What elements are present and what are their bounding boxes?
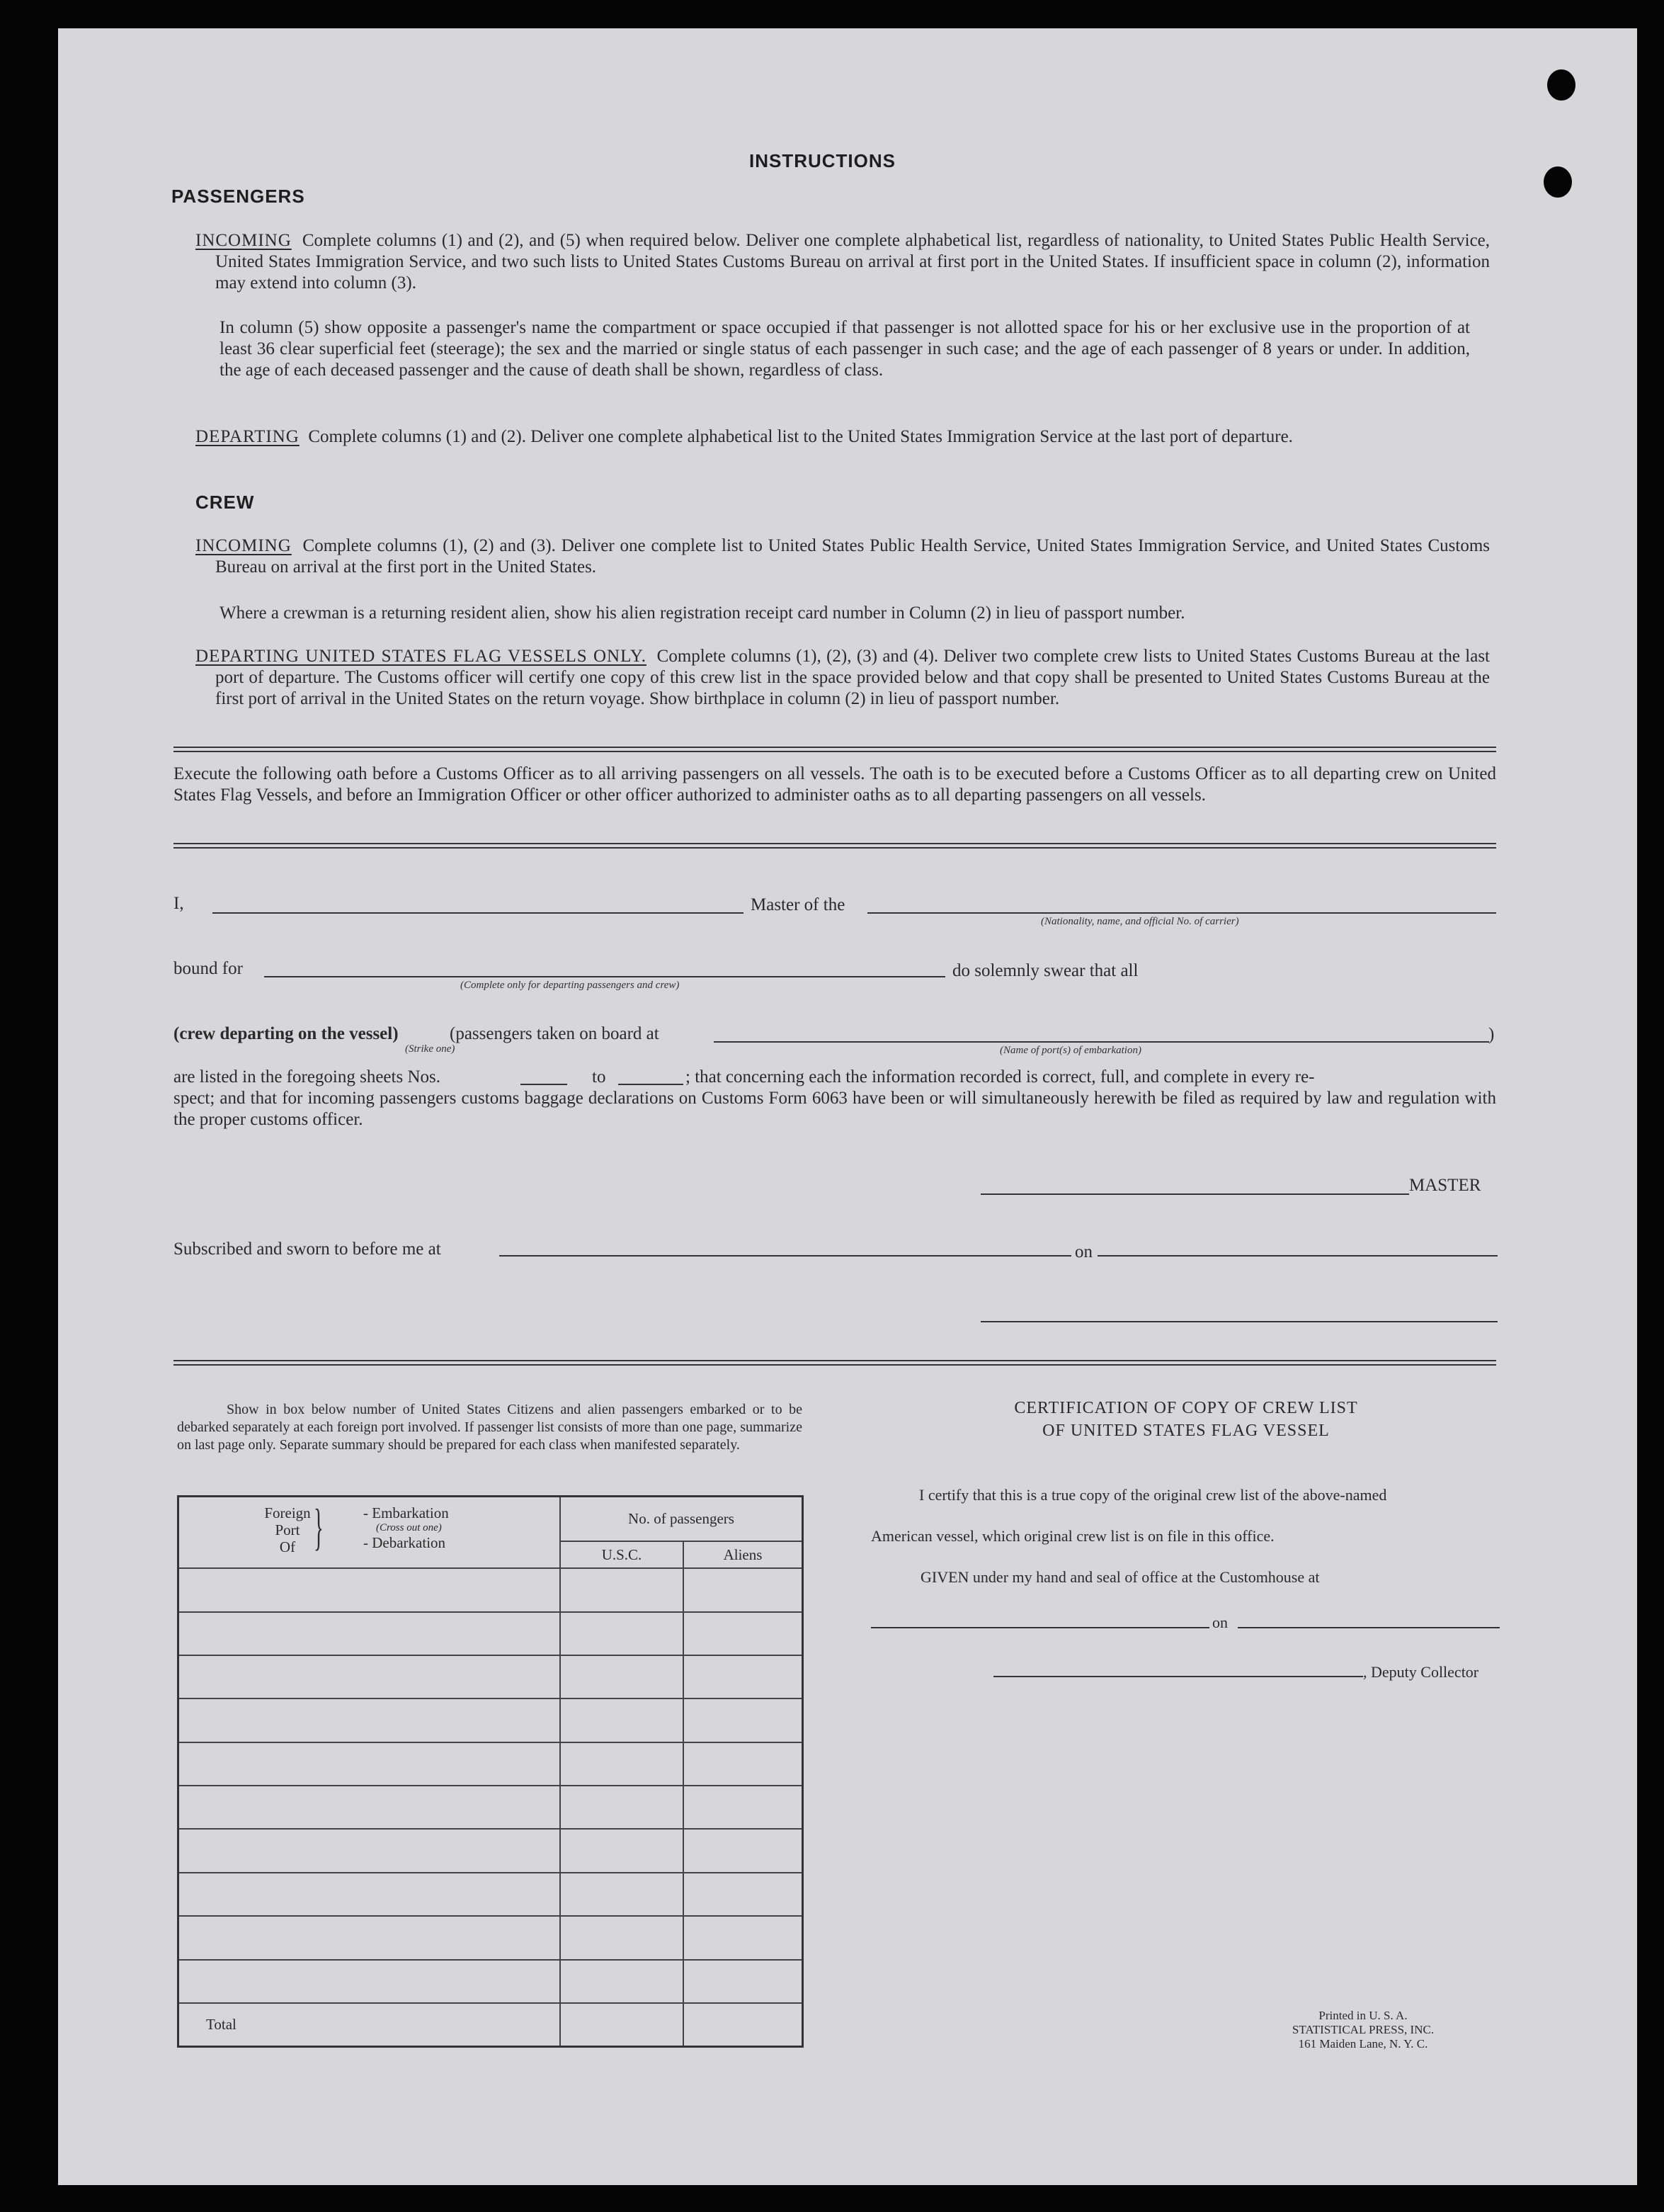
carrier-field[interactable] <box>867 912 1496 914</box>
master-of-label: Master of the <box>751 895 845 914</box>
given-text: GIVEN under my hand and seal of office at the Customhouse at <box>921 1568 1320 1586</box>
listed-rest: spect; and that for incoming passengers customs baggage declarations on Customs Form 6063 have been or will simultaneously herewith be filed as required by law and regulation with the proper customs officer. <box>173 1089 1496 1129</box>
aliens-cell[interactable] <box>683 1698 803 1742</box>
incoming-text: Complete columns (1) and (2), and (5) when required below. Deliver one complete alphabetical list, regardless of nationality, to United States Public Health Service, United States Immigration Service, and two such lists to United States Customs Bureau on arrival at first port in the United States. If insufficient space in column (2), information may extend into column (3). <box>215 231 1491 293</box>
cross-out-caption: (Cross out one) <box>376 1522 442 1533</box>
departing-text: Complete columns (1) and (2). Deliver one complete alphabetical list to the United States Immigration Service at the last port of departure. <box>308 427 1293 446</box>
divider <box>173 843 1496 844</box>
listed-suffix: ; that concerning each the information recorded is correct, full, and complete in every re- <box>685 1067 1315 1087</box>
passengers-incoming-paragraph <box>195 230 1490 294</box>
officer-signature-field[interactable] <box>981 1321 1498 1322</box>
crew-incoming-label: INCOMING <box>195 536 292 555</box>
ports-caption: (Name of port(s) of embarkation) <box>1000 1045 1141 1056</box>
certification-date-field[interactable] <box>1238 1627 1500 1628</box>
usc-cell[interactable] <box>560 1916 683 1959</box>
aliens-cell[interactable] <box>683 1655 803 1698</box>
to-word: to <box>592 1067 606 1087</box>
port-cell[interactable] <box>178 1873 561 1916</box>
port-label: Port <box>275 1521 300 1538</box>
aliens-cell[interactable] <box>683 1612 803 1655</box>
instructions-title: INSTRUCTIONS <box>749 150 896 171</box>
port-cell[interactable] <box>178 1742 561 1786</box>
summary-instructions: Show in box below number of United States Citizens and alien passengers embarked or to be debarked separately at each foreign port involved. If passenger list consists of more than one page, summarize on last page only. Separate summary should be prepared for each class when manifested separately. <box>177 1402 802 1453</box>
certify-line1: I certify that this is a true copy of the original crew list of the above-named <box>919 1486 1387 1504</box>
brace-icon: } <box>314 1499 324 1555</box>
usc-total-cell[interactable] <box>560 2003 683 2046</box>
debarkation-option[interactable]: - Debarkation <box>363 1534 446 1551</box>
solemnly-swear-text: do solemnly swear that all <box>952 961 1139 980</box>
aliens-cell[interactable] <box>683 1786 803 1829</box>
aliens-cell[interactable] <box>683 1568 803 1611</box>
usc-header: U.S.C. <box>560 1541 683 1568</box>
usc-cell[interactable] <box>560 1873 683 1916</box>
master-name-field[interactable] <box>212 912 743 914</box>
divider <box>173 751 1496 752</box>
divider <box>173 1360 1496 1361</box>
aliens-cell[interactable] <box>683 1829 803 1872</box>
usc-cell[interactable] <box>560 1742 683 1786</box>
passengers-taken-option[interactable]: (passengers taken on board at <box>450 1024 659 1043</box>
usc-cell[interactable] <box>560 1698 683 1742</box>
aliens-cell[interactable] <box>683 1873 803 1916</box>
port-cell[interactable] <box>178 1568 561 1611</box>
port-cell[interactable] <box>178 1655 561 1698</box>
passenger-summary-table <box>177 1495 804 2048</box>
certification-on-word: on <box>1212 1613 1228 1631</box>
sheet-from-field[interactable] <box>520 1084 567 1085</box>
sworn-date-field[interactable] <box>1098 1255 1498 1257</box>
usc-cell[interactable] <box>560 1786 683 1829</box>
no-of-passengers-header: No. of passengers <box>560 1497 803 1541</box>
printer-line1: Printed in U. S. A. <box>1318 2009 1408 2022</box>
printer-line3: 161 Maiden Lane, N. Y. C. <box>1298 2037 1428 2051</box>
certify-line2: American vessel, which original crew list is on file in this office. <box>871 1527 1275 1545</box>
oath-i-label: I, <box>173 894 184 913</box>
nationality-caption: (Nationality, name, and official No. of carrier) <box>1041 916 1239 927</box>
bound-for-label: bound for <box>173 959 243 978</box>
aliens-total-cell[interactable] <box>683 2003 803 2046</box>
departing-flag-paragraph <box>195 646 1490 710</box>
crewman-paragraph: Where a crewman is a returning resident alien, show his alien registration receipt card number in Column (2) in lieu of passport number. <box>220 603 1185 623</box>
port-cell[interactable] <box>178 1960 561 2003</box>
sworn-place-field[interactable] <box>499 1255 1071 1257</box>
listed-prefix: are listed in the foregoing sheets Nos. <box>173 1067 440 1087</box>
close-paren: ) <box>1488 1025 1495 1044</box>
aliens-cell[interactable] <box>683 1916 803 1959</box>
usc-cell[interactable] <box>560 1829 683 1872</box>
sheet-to-field[interactable] <box>618 1084 683 1085</box>
incoming-label: INCOMING <box>195 231 292 250</box>
crew-incoming-text: Complete columns (1), (2) and (3). Deliver one complete list to United States Public Health Service, United States Immigration Service, and United States Customs Bureau on arrival at the first port in the United States. <box>215 536 1491 577</box>
port-cell[interactable] <box>178 1786 561 1829</box>
master-signature-field[interactable] <box>981 1193 1409 1195</box>
divider <box>173 847 1496 849</box>
departing-caption: (Complete only for departing passengers and crew) <box>460 980 680 991</box>
subscribed-label: Subscribed and sworn to before me at <box>173 1240 441 1259</box>
aliens-cell[interactable] <box>683 1960 803 2003</box>
crew-heading: CREW <box>195 492 255 513</box>
foreign-port-header <box>178 1497 561 1569</box>
of-label: Of <box>279 1538 296 1555</box>
embarkation-ports-field[interactable] <box>714 1041 1489 1043</box>
divider <box>173 1364 1496 1366</box>
certification-title <box>921 1397 1452 1442</box>
port-cell[interactable] <box>178 1829 561 1872</box>
deputy-collector-label: , Deputy Collector <box>1363 1663 1479 1681</box>
passengers-departing-paragraph <box>195 426 1490 448</box>
certification-title-line2: OF UNITED STATES FLAG VESSEL <box>1042 1422 1330 1440</box>
aliens-cell[interactable] <box>683 1742 803 1786</box>
punch-hole <box>1544 166 1572 198</box>
strike-one-caption: (Strike one) <box>405 1043 455 1055</box>
embarkation-option[interactable]: - Embarkation <box>363 1504 449 1521</box>
usc-cell[interactable] <box>560 1655 683 1698</box>
departing-label: DEPARTING <box>195 427 300 446</box>
foreign-label: Foreign <box>264 1504 311 1521</box>
crew-departing-option[interactable]: (crew departing on the vessel) <box>173 1024 399 1043</box>
customhouse-field[interactable] <box>871 1627 1209 1628</box>
usc-cell[interactable] <box>560 1568 683 1611</box>
port-cell[interactable] <box>178 1698 561 1742</box>
passengers-heading: PASSENGERS <box>171 186 305 207</box>
printer-imprint <box>1275 2009 1452 2051</box>
usc-cell[interactable] <box>560 1960 683 2003</box>
printer-line2: STATISTICAL PRESS, INC. <box>1292 2023 1435 2036</box>
departing-flag-label: DEPARTING UNITED STATES FLAG VESSELS ONLY. <box>195 647 646 666</box>
total-label: Total <box>178 2003 561 2046</box>
divider <box>173 747 1496 748</box>
deputy-collector-signature-field[interactable] <box>993 1676 1363 1677</box>
aliens-header: Aliens <box>683 1541 803 1568</box>
bound-for-field[interactable] <box>264 976 945 977</box>
sworn-on-word: on <box>1075 1242 1093 1261</box>
punch-hole <box>1547 69 1575 101</box>
crew-incoming-paragraph <box>195 535 1490 578</box>
certification-title-line1: CERTIFICATION OF COPY OF CREW LIST <box>1014 1399 1358 1417</box>
master-signature-label: MASTER <box>1409 1176 1481 1195</box>
departing-flag-text: Complete columns (1), (2), (3) and (4). Deliver two complete crew lists to United States Customs Bureau at the last port of departure. The Customs officer will certify one copy of this crew list in the space provided below and that copy shall be presented to United States Customs Bureau at the first port of arrival in the United States on the return voyage. Show birthplace in column (2) in lieu of passport number. <box>215 647 1490 708</box>
port-cell[interactable] <box>178 1916 561 1959</box>
column5-paragraph: In column (5) show opposite a passenger's name the compartment or space occupied if that passenger is not allotted space for his or her exclusive use in the proportion of at least 36 clear superficial feet (steerage); the sex and the married or single status of each passenger in such case; and the age of each passenger of 8 years or under. In addition, the age of each deceased passenger and the cause of death shall be shown, regardless of class. <box>220 318 1470 380</box>
usc-cell[interactable] <box>560 1612 683 1655</box>
port-cell[interactable] <box>178 1612 561 1655</box>
oath-intro: Execute the following oath before a Customs Officer as to all arriving passengers on all vessels. The oath is to be executed before a Customs Officer as to all departing crew on United States Flag Vessels, and before an Immigration Officer or other officer authorized to administer oaths as to all departing passengers on all vessels. <box>173 764 1496 805</box>
